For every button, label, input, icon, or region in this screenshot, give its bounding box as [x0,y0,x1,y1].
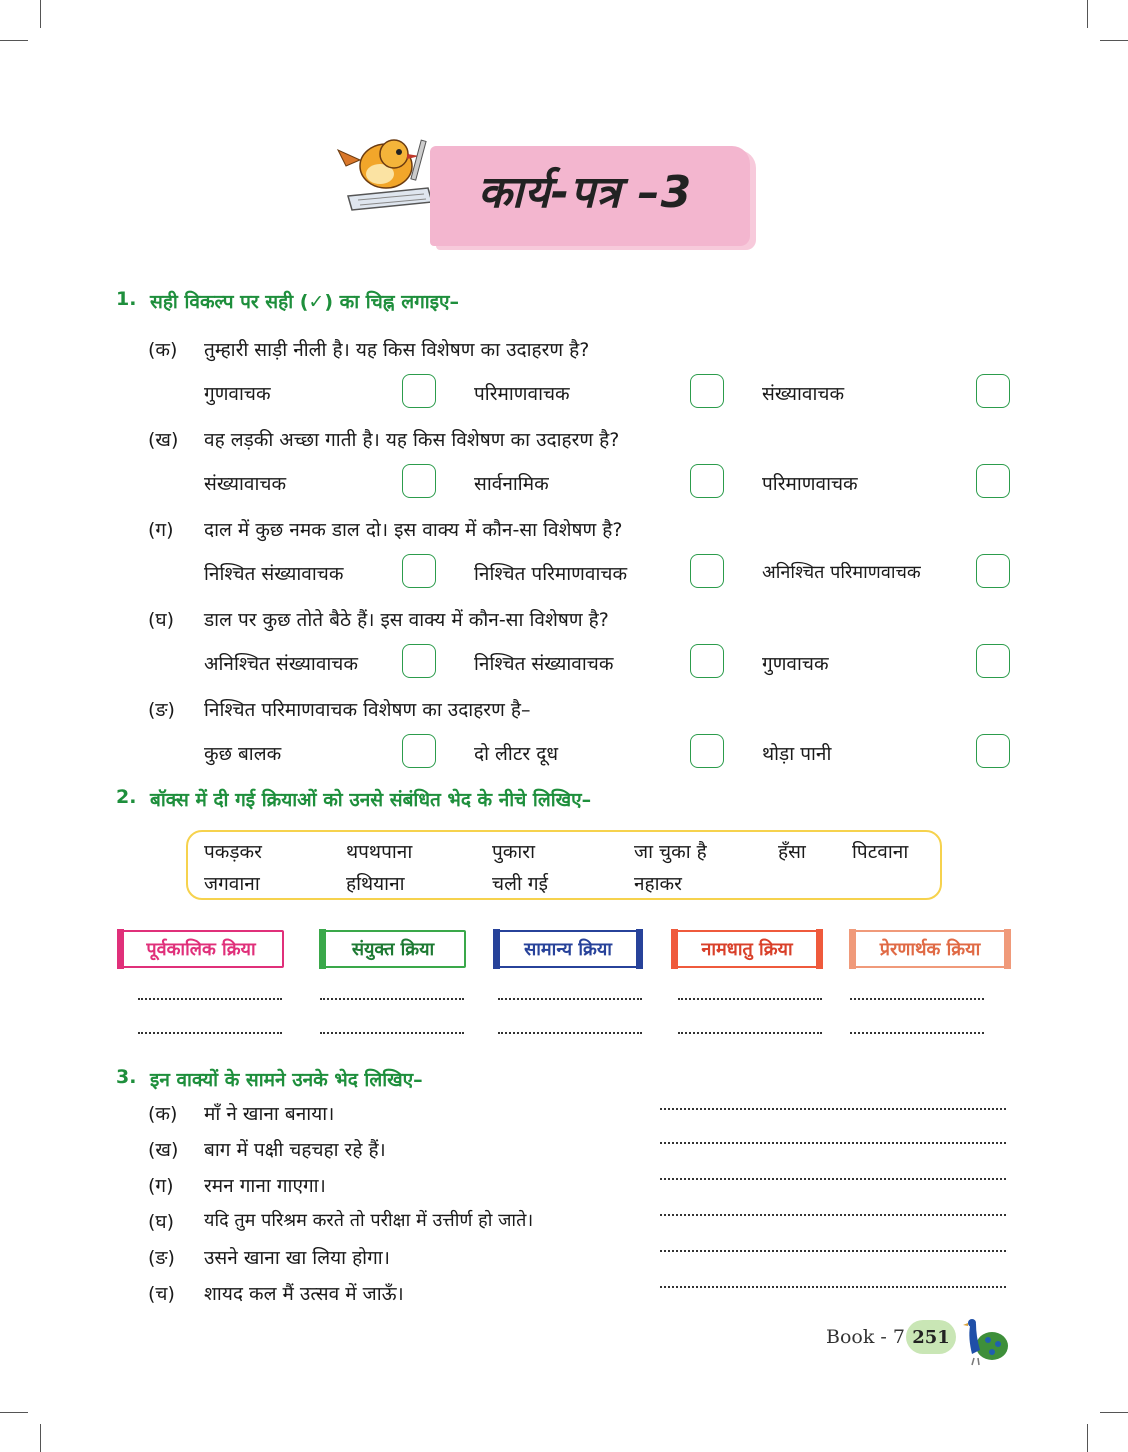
option-checkbox[interactable] [976,644,1010,678]
answer-line[interactable] [660,1250,1006,1252]
category-label: पूर्वकालिक क्रिया [146,939,256,960]
item-label: (ङ) [148,699,175,721]
crop-mark [40,0,41,28]
item-text: निश्चित परिमाणवाचक विशेषण का उदाहरण है– [204,699,531,721]
item-label: (क) [148,1103,178,1125]
option-checkbox[interactable] [976,734,1010,768]
item-label: (च) [148,1283,175,1305]
item-label: (घ) [148,609,175,631]
word-item: हँसा [778,841,806,863]
option-label: दो लीटर दूध [474,743,559,765]
option-label: गुणवाचक [204,383,271,405]
bird-writing-icon [328,126,438,216]
option-label: संख्यावाचक [204,473,287,495]
answer-line[interactable] [850,998,984,1000]
item-text: रमन गाना गाएगा। [204,1175,326,1197]
word-item: नहाकर [634,873,682,895]
answer-line[interactable] [678,1032,822,1034]
crop-mark [40,1424,41,1452]
answer-line[interactable] [660,1178,1006,1180]
q2-number: 2. [116,786,137,808]
category-label: संयुक्त क्रिया [351,939,435,960]
answer-line[interactable] [660,1142,1006,1144]
answer-line[interactable] [850,1032,984,1034]
crop-mark [1087,1424,1088,1452]
word-item: पुकारा [492,841,535,863]
item-label: (ङ) [148,1247,175,1269]
peacock-icon [954,1310,1010,1366]
answer-line[interactable] [660,1214,1006,1216]
answer-line[interactable] [660,1108,1006,1110]
option-label: परिमाणवाचक [474,383,570,405]
option-label: निश्चित संख्यावाचक [474,653,614,675]
crop-mark [0,40,28,41]
option-checkbox[interactable] [976,374,1010,408]
option-checkbox[interactable] [690,734,724,768]
item-text: डाल पर कुछ तोते बैठे हैं। इस वाक्य में कौन-सा विशेषण है? [204,609,609,631]
word-item: पकड़कर [204,841,262,863]
word-item: हथियाना [346,873,405,895]
page-number: 251 [906,1320,956,1354]
crop-mark [1100,1412,1128,1413]
crop-mark [0,1412,28,1413]
q2-heading: बॉक्स में दी गई क्रियाओं को उनसे संबंधित भेद के नीचे लिखिए– [150,789,592,811]
q1-heading: सही विकल्प पर सही (✓) का चिह्न लगाइए– [150,291,460,313]
answer-line[interactable] [498,998,642,1000]
q3-heading: इन वाक्यों के सामने उनके भेद लिखिए– [150,1069,423,1091]
category-label: सामान्य क्रिया [524,939,612,960]
item-text: वह लड़की अच्छा गाती है। यह किस विशेषण का उदाहरण है? [204,429,620,451]
answer-line[interactable] [678,998,822,1000]
page-title: कार्य-पत्र –3 [478,167,693,218]
category-label: नामधातु क्रिया [701,939,793,960]
option-checkbox[interactable] [402,464,436,498]
item-label: (क) [148,339,178,361]
option-checkbox[interactable] [402,734,436,768]
crop-mark [1087,0,1088,28]
option-label: कुछ बालक [204,743,282,765]
item-text: माँ ने खाना बनाया। [204,1103,335,1125]
item-text: बाग में पक्षी चहचहा रहे हैं। [204,1139,386,1161]
option-checkbox[interactable] [402,644,436,678]
option-label: निश्चित परिमाणवाचक [474,563,628,585]
option-checkbox[interactable] [976,464,1010,498]
option-checkbox[interactable] [690,554,724,588]
category-sanyukt [320,930,466,968]
option-label: संख्यावाचक [762,383,845,405]
item-label: (ख) [148,1139,179,1161]
option-label: सार्वनामिक [474,473,549,495]
category-purvakalik [118,930,284,968]
word-item: जा चुका है [634,841,707,863]
q3-number: 3. [116,1066,137,1088]
option-label: गुणवाचक [762,653,829,675]
option-checkbox[interactable] [402,554,436,588]
q1-number: 1. [116,288,137,310]
item-text: दाल में कुछ नमक डाल दो। इस वाक्य में कौन-सा विशेषण है? [204,519,623,541]
word-item: जगवाना [204,873,260,895]
category-prernarthak [850,930,1010,968]
word-item: थपथपाना [346,841,413,863]
word-box [186,830,942,900]
category-namdhatu [672,930,822,968]
option-label: निश्चित संख्यावाचक [204,563,344,585]
option-label: परिमाणवाचक [762,473,858,495]
option-label: थोड़ा पानी [762,743,832,765]
word-item: पिटवाना [852,841,909,863]
book-label: Book - 7 [826,1326,905,1348]
item-label: (ग) [148,1175,174,1197]
item-text: शायद कल मैं उत्सव में जाऊँ। [204,1283,404,1305]
answer-line[interactable] [138,1032,282,1034]
crop-mark [1100,40,1128,41]
option-checkbox[interactable] [690,374,724,408]
answer-line[interactable] [138,998,282,1000]
option-checkbox[interactable] [690,464,724,498]
option-label: अनिश्चित संख्यावाचक [204,653,358,675]
category-label: प्रेरणार्थक क्रिया [879,939,981,960]
item-text: यदि तुम परिश्रम करते तो परीक्षा में उत्तीर्ण हो जाते। [204,1210,534,1231]
item-text: उसने खाना खा लिया होगा। [204,1247,390,1269]
word-item: चली गई [492,873,548,895]
option-label: अनिश्चित परिमाणवाचक [762,562,921,583]
item-text: तुम्हारी साड़ी नीली है। यह किस विशेषण का उदाहरण है? [204,339,590,361]
option-checkbox[interactable] [690,644,724,678]
answer-line[interactable] [320,998,464,1000]
answer-line[interactable] [660,1286,1006,1288]
item-label: (ग) [148,519,174,541]
item-label: (घ) [148,1211,175,1233]
answer-line[interactable] [320,1032,464,1034]
category-samanya [494,930,642,968]
option-checkbox[interactable] [976,554,1010,588]
option-checkbox[interactable] [402,374,436,408]
item-label: (ख) [148,429,179,451]
answer-line[interactable] [498,1032,642,1034]
